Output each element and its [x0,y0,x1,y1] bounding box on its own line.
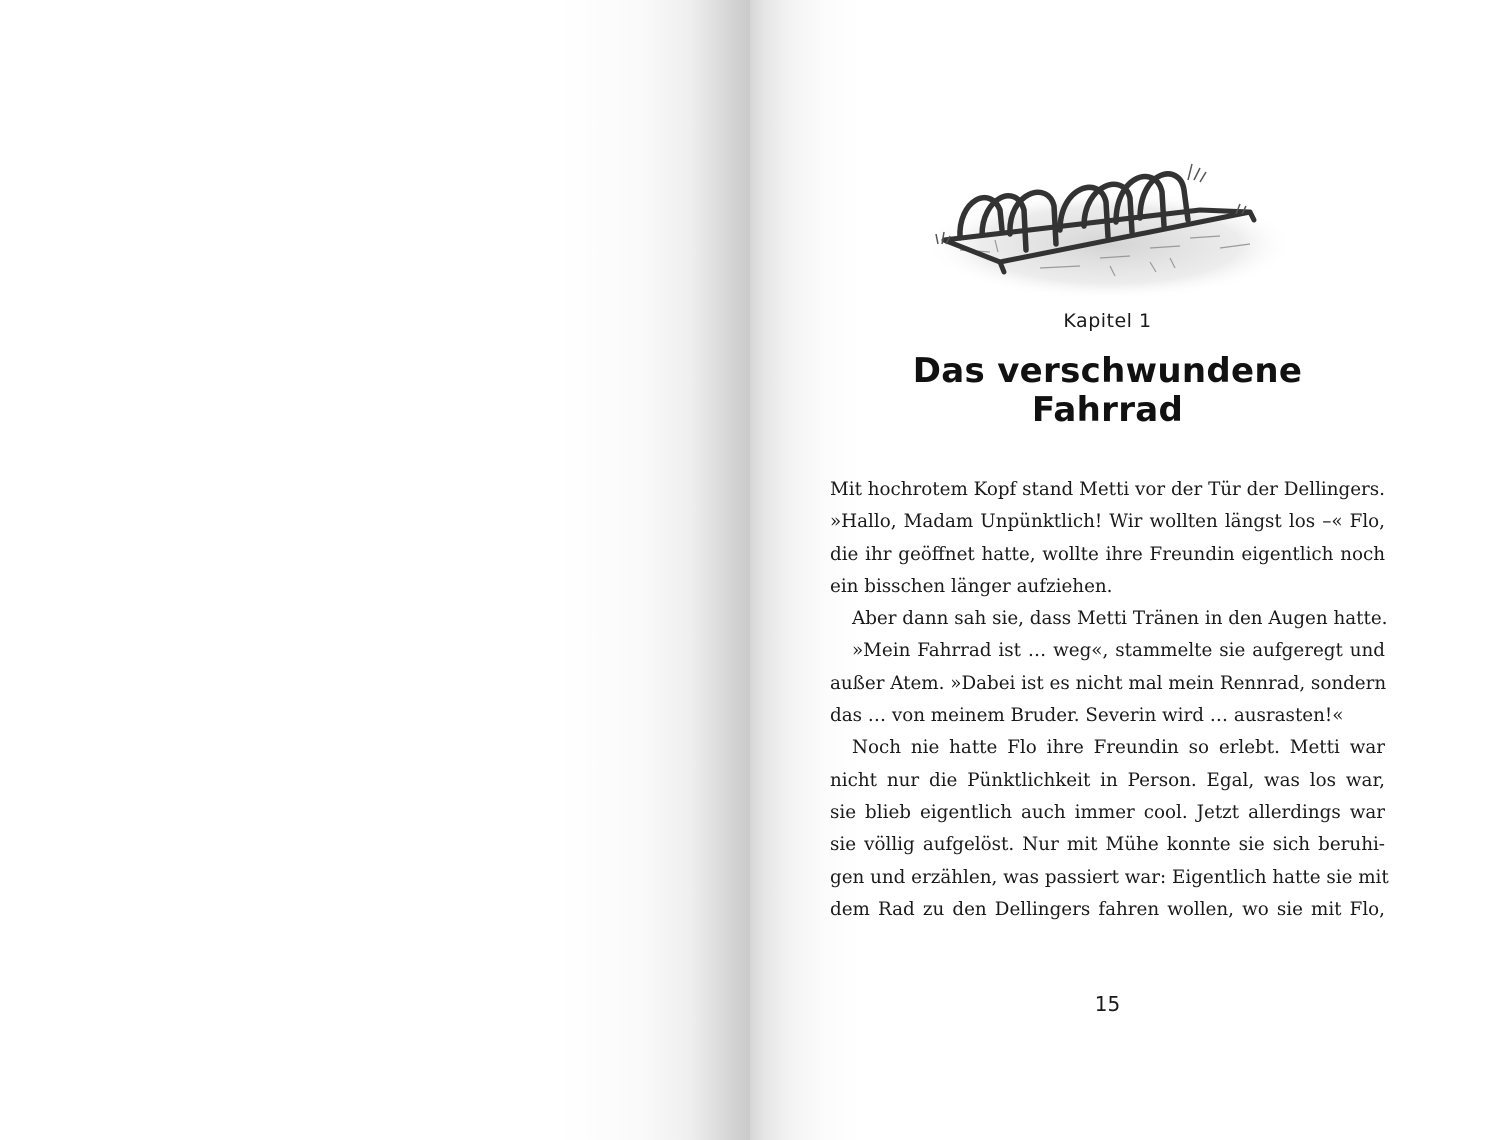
chapter-title-line-2: Fahrrad [1031,390,1184,430]
text-line: außer Atem. »Dabei ist es nicht mal mein Rennrad, sondern [830,672,1387,694]
chapter-title-line-1: Das verschwundene [912,351,1303,391]
text-line: nicht nur die Pünktlichkeit in Person. Egal, was los war, [830,769,1385,791]
text-line: das … von meinem Bruder. Severin wird … ausrasten!« [830,705,1344,727]
page-number: 15 [1094,992,1121,1016]
text-line: gen und erzählen, was passiert war: Eigentlich hatte sie mit [830,866,1389,888]
text-line: Mit hochrotem Kopf stand Metti vor der Tür der Dellingers. [830,479,1385,500]
text-line: »Hallo, Madam Unpünktlich! Wir wollten längst los –« Flo, [830,511,1385,533]
bike-rack-illustration [920,140,1300,310]
text-line: ein bisschen länger aufziehen. [830,575,1113,597]
body-text [830,474,1389,926]
chapter-label: Kapitel 1 [1063,310,1152,332]
text-line: »Mein Fahrrad ist … weg«, stammelte sie aufgeregt und [852,640,1385,662]
text-line: sie blieb eigentlich auch immer cool. Jetzt allerdings war [830,801,1385,823]
chapter-title [830,352,1385,430]
text-line: dem Rad zu den Dellingers fahren wollen, wo sie mit Flo, [830,898,1385,920]
text-line: die ihr geöffnet hatte, wollte ihre Freundin eigentlich noch [830,543,1385,565]
text-line: Aber dann sah sie, dass Metti Tränen in den Augen hatte. [852,608,1388,630]
text-line: Noch nie hatte Flo ihre Freundin so erlebt. Metti war [852,737,1385,759]
right-page [750,0,1500,1140]
text-line: sie völlig aufgelöst. Nur mit Mühe konnte sie sich beruhi- [830,834,1385,856]
